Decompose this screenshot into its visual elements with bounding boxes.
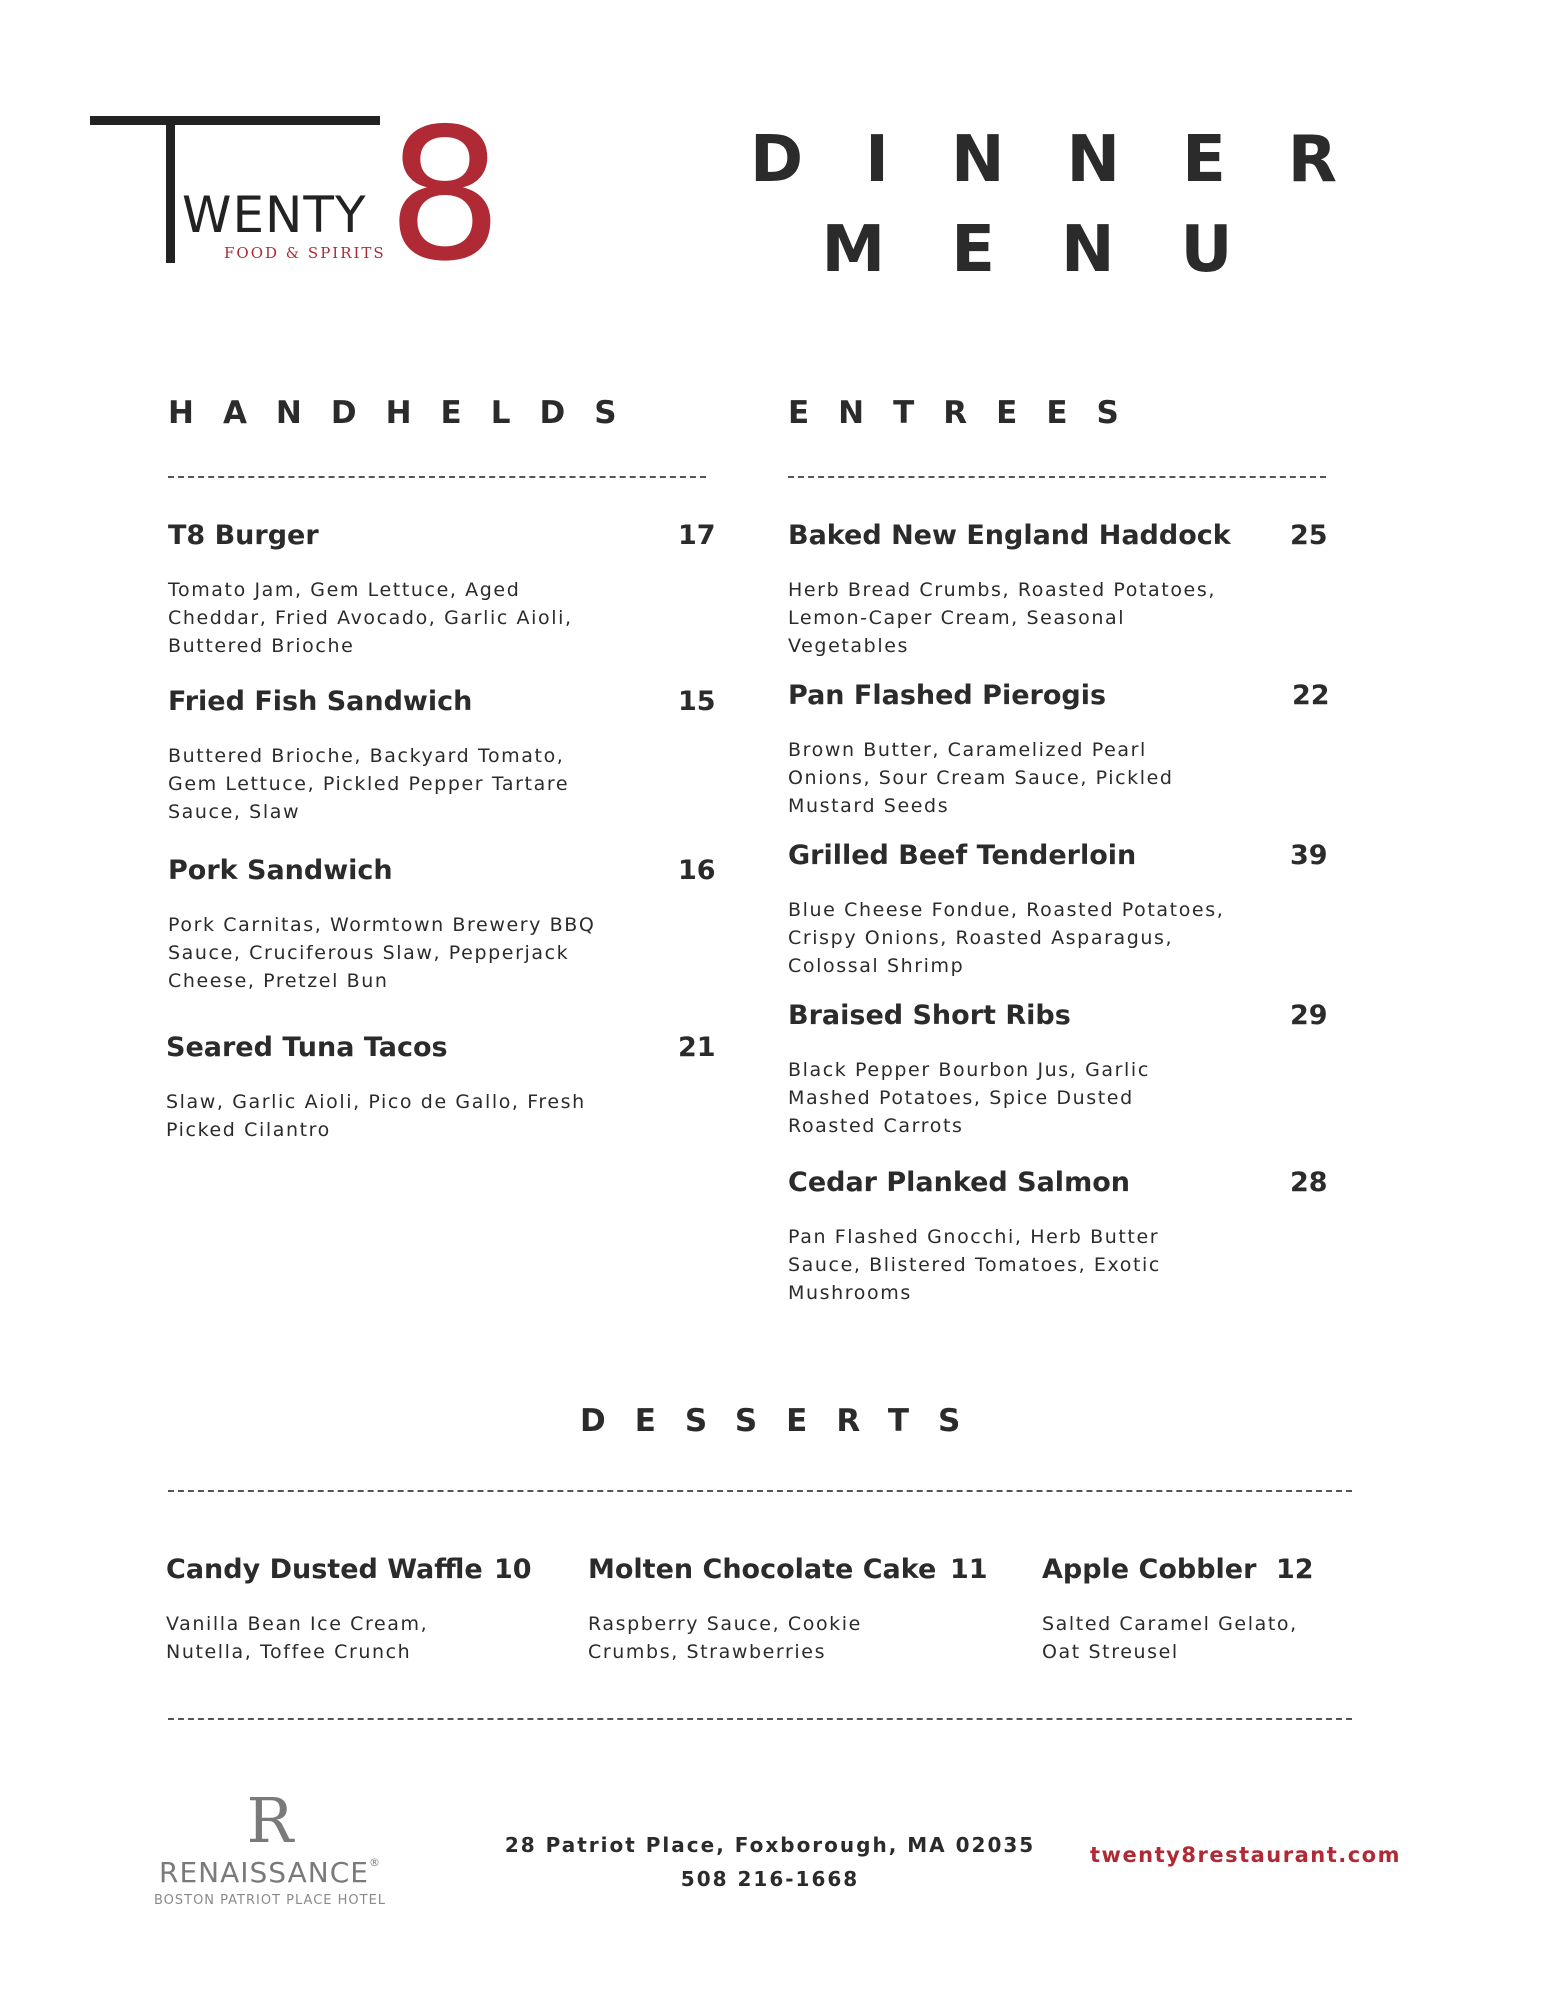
entrees-heading: ENTREES xyxy=(788,395,1148,431)
logo-t-stem xyxy=(166,116,175,263)
desserts-heading: DESSERTS xyxy=(580,1403,990,1439)
item-price: 39 xyxy=(1290,840,1328,871)
item-price: 29 xyxy=(1290,1000,1328,1031)
item-description: Black Pepper Bourbon Jus, Garlic Mashed Potatoes, Spice Dusted Roasted Carrots xyxy=(788,1059,1150,1137)
handhelds-heading: HANDHELDS xyxy=(168,395,646,431)
item-price: 12 xyxy=(1276,1554,1314,1585)
twenty8-logo xyxy=(90,89,503,301)
item-description: Vanilla Bean Ice Cream, Nutella, Toffee Crunch xyxy=(166,1613,429,1663)
item-description: Tomato Jam, Gem Lettuce, Aged Cheddar, Fried Avocado, Garlic Aioli, Buttered Brioche xyxy=(168,579,573,657)
item-description: Raspberry Sauce, Cookie Crumbs, Strawberries xyxy=(588,1613,862,1663)
contact-block xyxy=(480,1828,1060,1896)
item-price: 15 xyxy=(678,686,716,717)
item-price: 25 xyxy=(1290,520,1328,551)
item-description: Salted Caramel Gelato, Oat Streusel xyxy=(1042,1613,1298,1663)
item-name: Fried Fish Sandwich xyxy=(168,686,473,717)
item-name: Braised Short Ribs xyxy=(788,1000,1071,1031)
item-price: 22 xyxy=(1292,680,1330,711)
item-name: Candy Dusted Waffle xyxy=(166,1554,483,1585)
item-description: Blue Cheese Fondue, Roasted Potatoes, Crispy Onions, Roasted Asparagus, Colossal Shrimp xyxy=(788,899,1225,977)
handhelds-rule xyxy=(168,476,706,478)
item-description: Buttered Brioche, Backyard Tomato, Gem Lettuce, Pickled Pepper Tartare Sauce, Slaw xyxy=(168,745,570,823)
address: 28 Patriot Place, Foxborough, MA 02035 xyxy=(504,1833,1036,1857)
logo-wenty-text: WENTY xyxy=(182,186,367,244)
website-link[interactable]: twenty8restaurant.com xyxy=(1090,1843,1401,1867)
item-name: Pork Sandwich xyxy=(168,855,393,886)
registered-mark: ® xyxy=(368,1856,381,1869)
item-description: Pork Carnitas, Wormtown Brewery BBQ Sauce, Cruciferous Slaw, Pepperjack Cheese, Pretzel Bun xyxy=(168,914,596,992)
item-name: Baked New England Haddock xyxy=(788,520,1231,551)
renaissance-logo xyxy=(150,1784,390,1908)
renaissance-word: RENAISSANCE xyxy=(159,1856,369,1889)
desserts-rule-bottom xyxy=(168,1718,1352,1720)
renaissance-hotel-name: BOSTON PATRIOT PLACE HOTEL xyxy=(153,1893,387,1908)
desserts-rule-top xyxy=(168,1490,1352,1492)
item-name: T8 Burger xyxy=(168,520,319,551)
item-name: Grilled Beef Tenderloin xyxy=(788,840,1137,871)
renaissance-wordmark xyxy=(150,1856,390,1889)
item-name: Apple Cobbler xyxy=(1042,1554,1257,1585)
item-name: Pan Flashed Pierogis xyxy=(788,680,1107,711)
renaissance-r-mark: R xyxy=(246,1784,294,1857)
logo-t-bar xyxy=(90,116,380,125)
menu-title-line2: MENU xyxy=(821,213,1299,287)
item-name: Molten Chocolate Cake xyxy=(588,1554,937,1585)
entrees-rule xyxy=(788,476,1326,478)
item-description: Brown Butter, Caramelized Pearl Onions, Sour Cream Sauce, Pickled Mustard Seeds xyxy=(788,739,1174,817)
menu-title-line1: DINNER xyxy=(750,123,1400,197)
item-description: Herb Bread Crumbs, Roasted Potatoes, Lemon-Caper Cream, Seasonal Vegetables xyxy=(788,579,1216,657)
item-price: 28 xyxy=(1290,1167,1328,1198)
phone-number: 508 216-1668 xyxy=(680,1867,860,1891)
item-price: 11 xyxy=(950,1554,988,1585)
item-name: Seared Tuna Tacos xyxy=(166,1032,448,1063)
item-description: Slaw, Garlic Aioli, Pico de Gallo, Fresh Picked Cilantro xyxy=(166,1091,586,1141)
item-name: Cedar Planked Salmon xyxy=(788,1167,1130,1198)
item-price: 16 xyxy=(678,855,716,886)
item-description: Pan Flashed Gnocchi, Herb Butter Sauce, Blistered Tomatoes, Exotic Mushrooms xyxy=(788,1226,1161,1304)
item-price: 17 xyxy=(678,520,716,551)
logo-subtitle: FOOD & SPIRITS xyxy=(224,244,386,262)
item-price: 10 xyxy=(494,1554,532,1585)
item-price: 21 xyxy=(678,1032,716,1063)
logo-eight: 8 xyxy=(387,89,503,301)
